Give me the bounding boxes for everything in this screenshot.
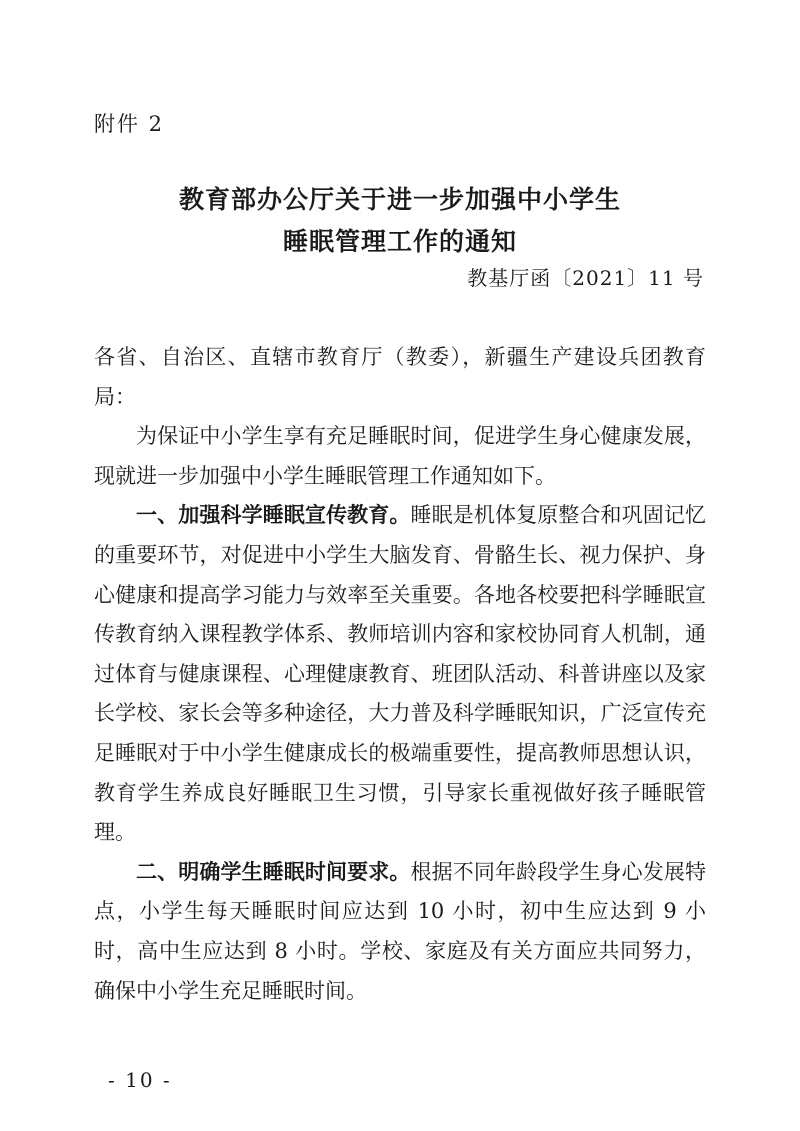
- addressee-paragraph: 各省、自治区、直辖市教育厅（教委），新疆生产建设兵团教育局：: [94, 345, 706, 409]
- section-1-heading: 一、加强科学睡眠宣传教育。: [136, 503, 411, 528]
- section-2-body: 根据不同年龄段学生身心发展特点，小学生每天睡眠时间应达到 10 小时，初中生应达到 9 小时，高中生应达到 8 小时。学校、家庭及有关方面应共同努力，确保中小学生充足睡眠时间。: [94, 859, 706, 1003]
- section-1-body: 睡眠是机体复原整合和巩固记忆的重要环节，对促进中小学生大脑发育、骨骼生长、视力保护、身心健康和提高学习能力与效率至关重要。各地各校要把科学睡眠宣传教育纳入课程教学体系、教师培训内容和家校协同育人机制，通过体育与健康课程、心理健康教育、班团队活动、科普讲座以及家长学校、家长会等多种途径，大力普及科学睡眠知识，广泛宣传充足睡眠对于中小学生健康成长的极端重要性，提高教师思想认识，教育学生养成良好睡眠卫生习惯，引导家长重视做好孩子睡眠管理。: [94, 503, 706, 845]
- attachment-label: 附件 2: [94, 112, 165, 136]
- document-title-line-1: 教育部办公厅关于进一步加强中小学生: [178, 185, 621, 214]
- section-2-heading: 二、明确学生睡眠时间要求。: [136, 859, 411, 884]
- document-number: 教基厅函〔2021〕11 号: [467, 266, 704, 290]
- section-1-paragraph: [94, 496, 706, 852]
- document-body: [94, 338, 706, 1011]
- page-number: - 10 -: [108, 1068, 172, 1092]
- document-title-line-2: 睡眠管理工作的通知: [282, 227, 517, 256]
- intro-paragraph: 为保证中小学生享有充足睡眠时间，促进学生身心健康发展，现就进一步加强中小学生睡眠管理工作通知如下。: [94, 424, 706, 488]
- section-2-paragraph: [94, 853, 706, 1011]
